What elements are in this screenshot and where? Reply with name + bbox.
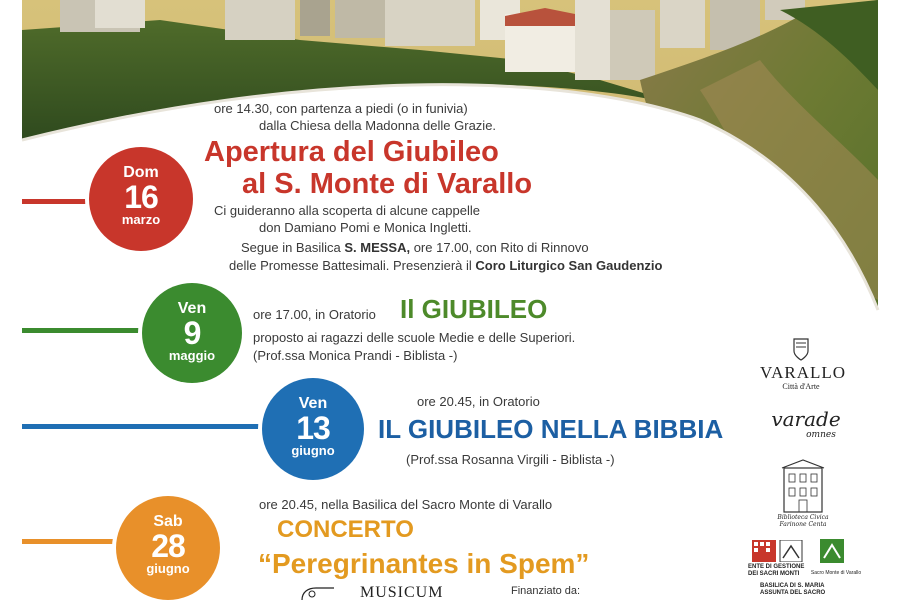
event1-month: marzo <box>121 212 161 227</box>
event3-time: ore 20.45, in Oratorio <box>417 394 540 409</box>
event3-date-badge <box>262 378 364 480</box>
event1-choir: Coro Liturgico San Gaudenzio <box>475 258 663 273</box>
biblioteca-logo <box>770 514 836 528</box>
timeline-line-green <box>22 328 142 333</box>
event1-mass-line <box>241 240 589 256</box>
timeline-line-orange <box>22 539 114 544</box>
event1-title-line1: Apertura del Giubileo <box>204 136 499 168</box>
event3-title: IL GIUBILEO NELLA BIBBIA <box>378 414 724 444</box>
timeline-line-red <box>22 199 92 204</box>
sacro-monte-logo-icon <box>820 539 844 563</box>
biblioteca-building-icon <box>780 458 826 514</box>
event1-mass-post: ore 17.00, con Rito di Rinnovo <box>410 240 589 255</box>
event2-date: 9 <box>183 315 201 351</box>
varallo-logo <box>760 363 847 392</box>
biblioteca-line1: Biblioteca Civica <box>777 514 829 521</box>
basilica-line2: ASSUNTA DEL SACRO <box>760 590 826 596</box>
timeline-line-blue <box>22 424 262 429</box>
event1-date-badge <box>89 147 193 251</box>
varallo-coat-of-arms-icon <box>791 337 811 361</box>
event1-desc-line2: don Damiano Pomi e Monica Ingletti. <box>259 220 472 235</box>
event3-month: giugno <box>291 443 335 458</box>
event4-time: ore 20.45, nella Basilica del Sacro Monte di Varallo <box>259 497 553 512</box>
event3-day: Ven <box>298 395 328 412</box>
event2-month: maggio <box>168 348 216 363</box>
event1-title-line2: al S. Monte di Varallo <box>242 168 533 200</box>
event1-mass-pre: Segue in Basilica <box>241 240 345 255</box>
event1-date: 16 <box>124 179 158 215</box>
varade-logo <box>758 408 854 440</box>
event4-day: Sab <box>153 513 183 530</box>
event2-date-badge <box>142 283 242 383</box>
musicum-logo-figure-icon <box>298 584 338 600</box>
ente-line2: DEI SACRI MONTI <box>748 571 800 577</box>
event1-promises-pre: delle Promesse Battesimali. Presenzierà il <box>229 258 476 273</box>
event4-title-line1: CONCERTO <box>277 516 414 543</box>
basilica-logo <box>760 583 850 597</box>
event1-day: Dom <box>123 164 159 181</box>
sacro-monte-varallo-text: Sacro Monte di Varallo <box>810 570 862 576</box>
basilica-line1: BASILICA DI S. MARIA <box>760 583 825 589</box>
ente-sacri-monti-logo-icon <box>752 540 804 562</box>
ente-gestione-logo <box>748 564 810 578</box>
biblioteca-line2: Farinone Centa <box>779 521 827 528</box>
event4-date-badge <box>116 496 220 600</box>
event1-intro-line2: dalla Chiesa della Madonna delle Grazie. <box>259 118 497 133</box>
event2-time: ore 17.00, in Oratorio <box>253 307 376 322</box>
ente-line1: ENTE DI GESTIONE <box>748 564 805 570</box>
event4-funded-label: Finanziato da: <box>511 585 581 597</box>
event2-desc-line1: proposto ai ragazzi delle scuole Medie e delle Superiori. <box>253 330 576 345</box>
event2-desc-line2: (Prof.ssa Monica Prandi - Biblista -) <box>253 348 458 363</box>
sacro-monte-varallo-label <box>806 570 866 577</box>
varallo-logo-text: VARALLO <box>760 363 847 382</box>
event2-day: Ven <box>177 300 207 317</box>
musicum-logo-text: MUSICUM <box>360 584 444 600</box>
varade-logo-subtext: omnes <box>806 430 836 440</box>
event1-desc-line1: Ci guideranno alla scoperta di alcune cappelle <box>214 203 480 218</box>
event3-date: 13 <box>296 410 330 446</box>
event1-intro-line1: ore 14.30, con partenza a piedi (o in funivia) <box>214 101 468 116</box>
event3-desc-line1: (Prof.ssa Rosanna Virgili - Biblista -) <box>406 452 615 467</box>
varallo-logo-subtext: Città d'Arte <box>782 382 820 391</box>
event4-date: 28 <box>151 528 185 564</box>
event2-title: Il GIUBILEO <box>400 294 548 324</box>
event4-month: giugno <box>146 561 190 576</box>
event1-mass-bold: S. MESSA, <box>344 240 411 255</box>
event1-promises-line <box>229 258 662 274</box>
event4-title-line2: “Peregrinantes in Spem” <box>258 548 590 579</box>
varade-logo-text: varade <box>771 407 841 431</box>
